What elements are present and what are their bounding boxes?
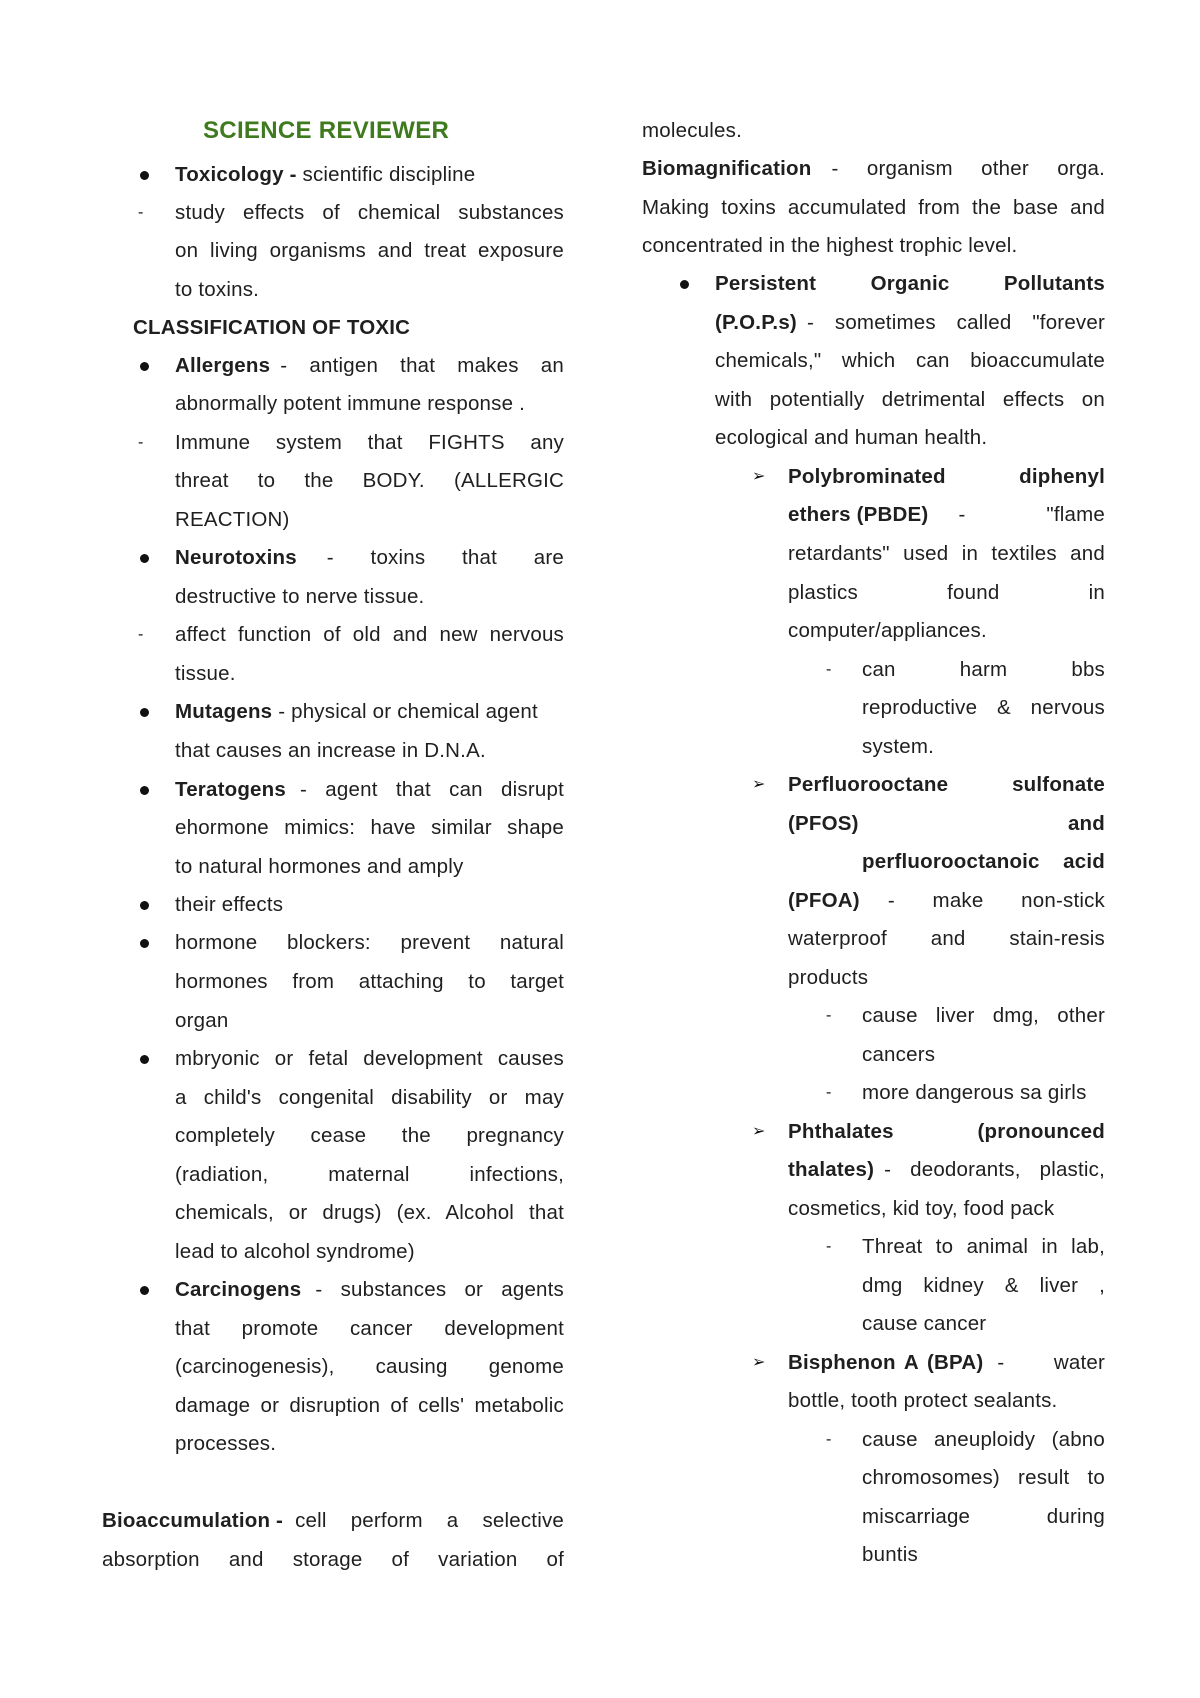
- text-line: concentrated in the highest trophic level.: [642, 234, 1018, 257]
- pbde-entry: [788, 502, 1105, 528]
- text-line: (carcinogenesis), causing genome: [175, 1355, 564, 1378]
- arrow-bullet-icon: ➢: [752, 468, 766, 485]
- text-line: on living organisms and treat exposure: [175, 239, 564, 262]
- arrow-bullet-icon: ➢: [752, 1123, 766, 1140]
- text-line: processes.: [175, 1432, 277, 1455]
- term-pfoa-abbr: (PFOA): [788, 889, 860, 912]
- definition-text: - deodorants, plastic,: [884, 1158, 1105, 1181]
- pfoa-entry: [788, 888, 1105, 914]
- definition-text: cell perform a selective: [295, 1509, 564, 1532]
- text-line: molecules.: [642, 119, 742, 142]
- text-line: ecological and human health.: [715, 426, 988, 449]
- definition-text: - antigen that makes an: [280, 354, 564, 377]
- text-line: waterproof and stain-resis: [788, 927, 1105, 950]
- dash-marker: -: [826, 1007, 832, 1024]
- mutagens-entry: [175, 699, 538, 725]
- text-line: Threat to animal in lab,: [862, 1235, 1105, 1258]
- text-line: to toxins.: [175, 278, 260, 301]
- text-line: (radiation, maternal infections,: [175, 1163, 564, 1186]
- dash-marker: -: [138, 204, 144, 221]
- term-pops: Persistent Organic Pollutants: [715, 272, 1105, 295]
- text-line: chemicals," which can bioaccumulate: [715, 349, 1105, 372]
- text-line: computer/appliances.: [788, 619, 987, 642]
- bullet-icon: [140, 939, 149, 948]
- text-line: miscarriage during: [862, 1505, 1105, 1528]
- text-line: abnormally potent immune response .: [175, 392, 525, 415]
- term-teratogens: Teratogens: [175, 778, 286, 801]
- term-neurotoxins: Neurotoxins: [175, 546, 297, 569]
- term-pfos: (PFOS) and: [788, 812, 1105, 835]
- pops-entry: [715, 310, 1105, 336]
- text-line: hormone blockers: prevent natural: [175, 931, 564, 954]
- allergens-entry: [175, 353, 564, 379]
- text-line: lead to alcohol syndrome): [175, 1240, 415, 1263]
- text-line: reproductive & nervous: [862, 696, 1105, 719]
- definition-text: - "flame: [958, 503, 1105, 526]
- text-line: Making toxins accumulated from the base and: [642, 196, 1105, 219]
- dash-marker: -: [826, 1431, 832, 1448]
- text-line: Immune system that FIGHTS any: [175, 431, 564, 454]
- toxicology-entry: [175, 162, 475, 188]
- carcinogens-entry: [175, 1277, 564, 1303]
- definition-text: - make non-stick: [887, 889, 1105, 912]
- term-phthalates-pron: thalates): [788, 1158, 875, 1181]
- text-line: that promote cancer development: [175, 1317, 564, 1340]
- definition-text: - organism other orga.: [831, 157, 1105, 180]
- text-line: tissue.: [175, 662, 236, 685]
- text-line: completely cease the pregnancy: [175, 1124, 564, 1147]
- text-line: chemicals, or drugs) (ex. Alcohol that: [175, 1201, 564, 1224]
- term-pbde: Polybrominated diphenyl: [788, 465, 1105, 488]
- text-line: REACTION): [175, 508, 290, 531]
- arrow-bullet-icon: ➢: [752, 1354, 766, 1371]
- text-line: chromosomes) result to: [862, 1466, 1105, 1489]
- definition-text: - toxins that are: [326, 546, 564, 569]
- text-line: ehormone mimics: have similar shape: [175, 816, 564, 839]
- text-line: cancers: [862, 1043, 936, 1066]
- text-line: buntis: [862, 1543, 918, 1566]
- definition-text: - agent that can disrupt: [299, 778, 564, 801]
- biomagnification-entry: [642, 156, 1105, 182]
- dash-marker: -: [826, 1084, 832, 1101]
- text-line: more dangerous sa girls: [862, 1081, 1087, 1104]
- term-pfoa: perfluorooctanoic acid: [862, 850, 1105, 873]
- phthalates-entry: [788, 1157, 1105, 1183]
- text-line: plastics found in: [788, 581, 1105, 604]
- text-line: affect function of old and new nervous: [175, 623, 564, 646]
- term-pops-abbr: (P.O.P.s): [715, 311, 797, 334]
- text-line: study effects of chemical substances: [175, 201, 564, 224]
- text-line: destructive to nerve tissue.: [175, 585, 425, 608]
- term-biomagnification: Biomagnification: [642, 157, 812, 180]
- definition-text: scientific discipline: [302, 163, 476, 186]
- bullet-icon: [140, 1286, 149, 1295]
- definition-text: - sometimes called "forever: [806, 311, 1105, 334]
- text-line: products: [788, 966, 869, 989]
- text-line: system.: [862, 735, 935, 758]
- text-line: cause liver dmg, other: [862, 1004, 1105, 1027]
- text-line: with potentially detrimental effects on: [715, 388, 1105, 411]
- text-line: mbryonic or fetal development causes: [175, 1047, 564, 1070]
- term-bioaccumulation: Bioaccumulation -: [102, 1509, 284, 1532]
- text-line: their effects: [175, 893, 284, 916]
- term-carcinogens: Carcinogens: [175, 1278, 302, 1301]
- text-line: that causes an increase in D.N.A.: [175, 739, 486, 762]
- term-mutagens: Mutagens: [175, 700, 273, 723]
- bullet-icon: [140, 708, 149, 717]
- bioaccumulation-entry: [102, 1508, 564, 1534]
- neurotoxins-entry: [175, 545, 564, 571]
- term-phthalates: Phthalates (pronounced: [788, 1120, 1105, 1143]
- bullet-icon: [680, 280, 689, 289]
- dash-marker: -: [826, 1238, 832, 1255]
- bullet-icon: [140, 1055, 149, 1064]
- text-line: hormones from attaching to target: [175, 970, 564, 993]
- teratogens-entry: [175, 777, 564, 803]
- bullet-icon: [140, 362, 149, 371]
- text-line: organ: [175, 1009, 229, 1032]
- term-pbde-abbr: ethers (PBDE): [788, 503, 929, 526]
- text-line: to natural hormones and amply: [175, 855, 464, 878]
- text-line: absorption and storage of variation of: [102, 1548, 564, 1571]
- term-bpa: Bisphenon A (BPA): [788, 1351, 984, 1374]
- text-line: cause cancer: [862, 1312, 987, 1335]
- bpa-entry: [788, 1350, 1105, 1376]
- definition-text: - physical or chemical agent: [278, 700, 538, 723]
- definition-text: - water: [997, 1351, 1105, 1374]
- text-line: bottle, tooth protect sealants.: [788, 1389, 1058, 1412]
- bullet-icon: [140, 554, 149, 563]
- arrow-bullet-icon: ➢: [752, 776, 766, 793]
- definition-text: - substances or agents: [315, 1278, 564, 1301]
- term-allergens: Allergens: [175, 354, 271, 377]
- text-line: dmg kidney & liver ,: [862, 1274, 1105, 1297]
- dash-marker: -: [826, 661, 832, 678]
- page-title: SCIENCE REVIEWER: [203, 117, 450, 144]
- text-line: damage or disruption of cells' metabolic: [175, 1394, 564, 1417]
- dash-marker: -: [138, 626, 144, 643]
- text-line: retardants" used in textiles and: [788, 542, 1105, 565]
- bullet-icon: [140, 786, 149, 795]
- text-line: a child's congenital disability or may: [175, 1086, 564, 1109]
- text-line: cause aneuploidy (abno: [862, 1428, 1105, 1451]
- dash-marker: -: [138, 434, 144, 451]
- bullet-icon: [140, 171, 149, 180]
- text-line: cosmetics, kid toy, food pack: [788, 1197, 1055, 1220]
- text-line: threat to the BODY. (ALLERGIC: [175, 469, 564, 492]
- term-toxicology: Toxicology -: [175, 163, 297, 186]
- bullet-icon: [140, 901, 149, 910]
- text-line: can harm bbs: [862, 658, 1105, 681]
- section-heading: CLASSIFICATION OF TOXIC: [133, 316, 411, 339]
- term-pfos: Perfluorooctane sulfonate: [788, 773, 1105, 796]
